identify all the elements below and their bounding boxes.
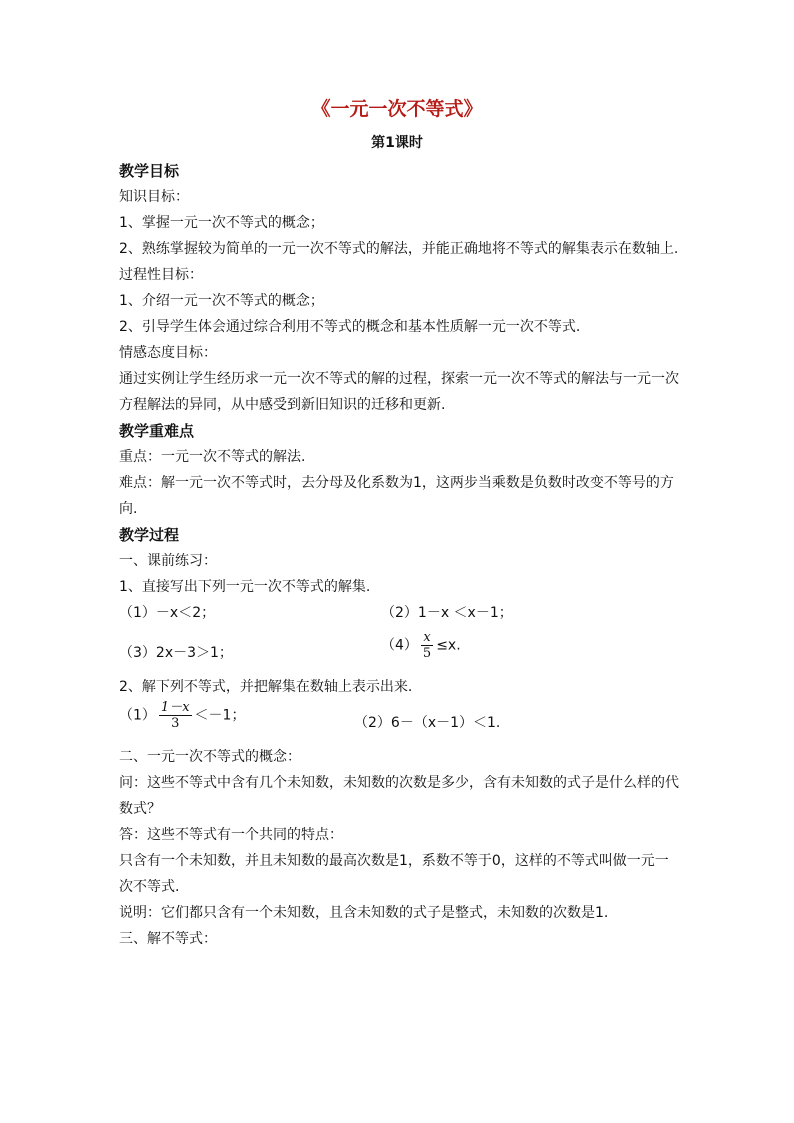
fraction-numerator: 1－x: [160, 700, 190, 715]
exercise-1-item-1: （1）－x＜2；: [119, 605, 216, 621]
concept-note: 说明：它们都只含有一个未知数，且含未知数的式子是整式，未知数的次数是1.: [119, 905, 609, 921]
fraction-denominator: 3: [171, 716, 180, 731]
exercise-1-prompt: 1、直接写出下列一元一次不等式的解集.: [119, 579, 371, 595]
objectives-heading: 教学目标: [119, 162, 180, 180]
difficulties-heading: 教学重难点: [119, 422, 195, 440]
document-body: [119, 158, 679, 952]
exercise-1-item-4-suffix: ≤x.: [436, 637, 461, 654]
knowledge-item-2: 2、熟练掌握较为简单的一元一次不等式的解法，并能正确地将不等式的解集表示在数轴上.: [119, 241, 679, 257]
lesson-subtitle: 第1课时: [371, 135, 423, 151]
document-title: 《一元一次不等式》: [311, 98, 483, 120]
emotion-text: 通过实例让学生经历求一元一次不等式的解的过程，探索一元一次不等式的解法与一元一次方程解法的异同，从中感受到新旧知识的迁移和更新.: [119, 371, 679, 413]
section-2-title: 二、一元一次不等式的概念：: [119, 749, 301, 765]
emotion-label: 情感态度目标：: [119, 345, 217, 361]
exercise-2-item-1-suffix: ＜－1；: [194, 707, 246, 724]
fraction-denominator: 5: [422, 646, 432, 661]
difficult-point: 难点：解一元一次不等式时，去分母及化系数为1，这两步当乘数是负数时改变不等号的方向.: [119, 475, 674, 517]
exercise-2-row: [119, 700, 679, 744]
process-item-1: 1、介绍一元一次不等式的概念；: [119, 293, 324, 309]
exercise-1-row-1: [119, 600, 679, 630]
section-3-title: 三、解不等式：: [119, 931, 217, 947]
exercise-1-item-3: （3）2x－3＞1；: [119, 645, 233, 661]
exercise-1-item-4-prefix: （4）: [381, 637, 418, 654]
exercise-2-prompt: 2、解下列不等式，并把解集在数轴上表示出来.: [119, 679, 413, 695]
process-label: 过程性目标：: [119, 267, 203, 283]
fraction-numerator: x: [421, 630, 433, 646]
process-heading: 教学过程: [119, 526, 180, 544]
concept-definition: 只含有一个未知数，并且未知数的最高次数是1，系数不等于0，这样的不等式叫做一元一次不等式.: [119, 853, 669, 895]
section-1-title: 一、课前练习：: [119, 553, 217, 569]
key-point: 重点：一元一次不等式的解法.: [119, 449, 306, 465]
knowledge-label: 知识目标：: [119, 189, 189, 205]
knowledge-item-1: 1、掌握一元一次不等式的概念；: [119, 215, 324, 231]
exercise-2-item-1-prefix: （1）: [119, 707, 156, 724]
exercise-2-item-1: [119, 700, 245, 731]
fraction-1-minus-x-over-3: [159, 700, 192, 731]
exercise-2-item-2: （2）6－（x－1）＜1.: [354, 715, 501, 731]
process-item-2: 2、引导学生体会通过综合利用不等式的概念和基本性质解一元一次不等式.: [119, 319, 581, 335]
exercise-1-row-2: [119, 630, 679, 674]
concept-answer: 答：这些不等式有一个共同的特点：: [119, 827, 343, 843]
exercise-1-item-2: （2）1－x ＜x－1；: [381, 605, 513, 621]
exercise-1-item-4: [381, 630, 461, 661]
concept-question: 问：这些不等式中含有几个未知数，未知数的次数是多少，含有未知数的式子是什么样的代数式？: [119, 775, 679, 817]
fraction-x-over-5: [421, 630, 433, 661]
